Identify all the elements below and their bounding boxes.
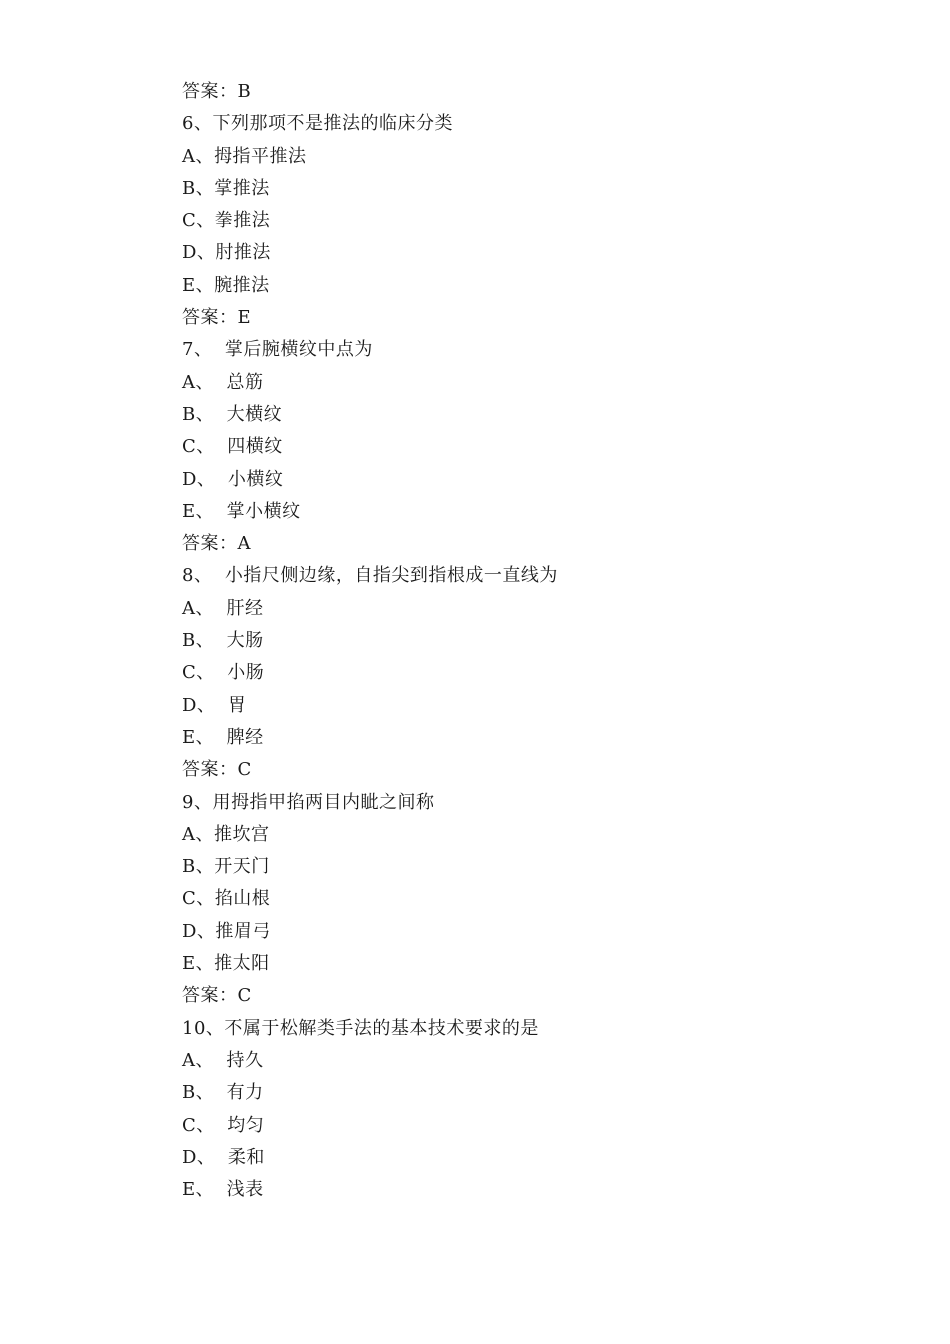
text-line: C、拳推法 bbox=[182, 210, 271, 232]
text-line: 答案：B bbox=[182, 81, 252, 102]
text-line: E、推太阳 bbox=[182, 953, 270, 975]
text-line: A、 总筋 bbox=[182, 371, 264, 393]
text-line: B、掌推法 bbox=[182, 177, 270, 199]
text-line: D、肘推法 bbox=[182, 242, 271, 264]
text-line: B、开天门 bbox=[182, 856, 270, 878]
text-line: 6、下列那项不是推法的临床分类 bbox=[182, 113, 453, 135]
text-line: A、 肝经 bbox=[182, 597, 264, 619]
text-line: E、 掌小横纹 bbox=[182, 500, 301, 522]
text-line: 答案：C bbox=[182, 759, 252, 781]
text-line: 10、不属于松解类手法的基本技术要求的是 bbox=[182, 1017, 539, 1039]
text-line: D、 胃 bbox=[182, 694, 247, 716]
text-line: D、 小横纹 bbox=[182, 468, 284, 490]
text-line: 答案：E bbox=[182, 307, 252, 329]
text-line: C、 四横纹 bbox=[182, 436, 283, 458]
text-line: A、推坎宫 bbox=[182, 823, 270, 845]
question-content bbox=[182, 76, 862, 1206]
text-line: 答案：A bbox=[182, 533, 251, 555]
text-line: B、 大横纹 bbox=[182, 403, 283, 425]
text-line: C、 均匀 bbox=[182, 1114, 265, 1136]
text-line: 7、 掌后腕横纹中点为 bbox=[182, 339, 373, 361]
text-line: A、拇指平推法 bbox=[182, 145, 307, 167]
text-line: C、 小肠 bbox=[182, 662, 265, 684]
text-line: B、 有力 bbox=[182, 1082, 264, 1104]
text-line: E、腕推法 bbox=[182, 274, 270, 296]
text-line: C、掐山根 bbox=[182, 888, 271, 910]
text-line: 8、 小指尺侧边缘，自指尖到指根成一直线为 bbox=[182, 565, 558, 587]
text-line: D、推眉弓 bbox=[182, 920, 271, 942]
text-line: B、 大肠 bbox=[182, 630, 264, 652]
text-line: D、 柔和 bbox=[182, 1146, 265, 1168]
text-line: 9、用拇指甲掐两目内眦之间称 bbox=[182, 791, 435, 813]
text-line: A、 持久 bbox=[182, 1049, 264, 1071]
text-line: E、 脾经 bbox=[182, 726, 264, 748]
text-line: 答案：C bbox=[182, 985, 252, 1007]
text-line: E、 浅表 bbox=[182, 1179, 264, 1201]
